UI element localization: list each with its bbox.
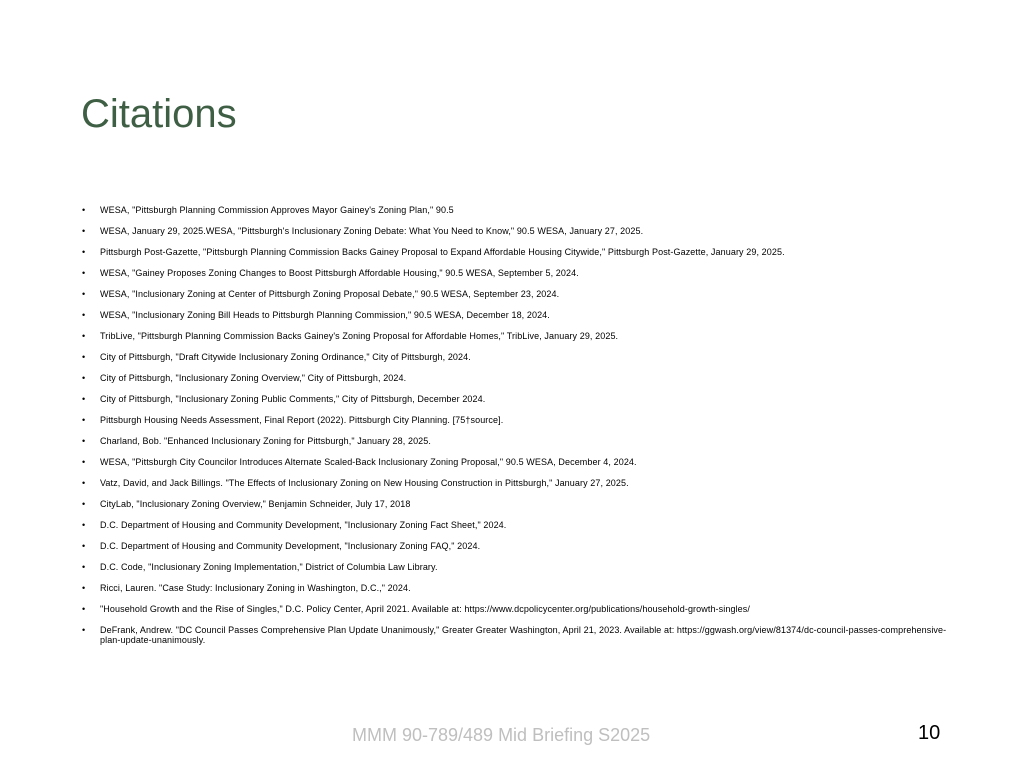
citation-text: DeFrank, Andrew. "DC Council Passes Comprehensive Plan Update Unanimously," Greater Greater Washington, April 21, 2023. Available at: https://ggwash.org/view/81374/dc-council-passes-comprehensive-plan-update-unanimously. bbox=[100, 625, 947, 645]
bullet-icon: • bbox=[82, 541, 86, 551]
citation-item bbox=[82, 394, 952, 404]
citation-text: WESA, "Inclusionary Zoning Bill Heads to Pittsburgh Planning Commission," 90.5 WESA, December 18, 2024. bbox=[100, 310, 550, 320]
citation-item bbox=[82, 541, 952, 551]
citation-text: City of Pittsburgh, "Inclusionary Zoning Public Comments," City of Pittsburgh, December 2024. bbox=[100, 394, 486, 404]
bullet-icon: • bbox=[82, 625, 86, 635]
citation-item bbox=[82, 247, 952, 257]
citation-item bbox=[82, 499, 952, 509]
citation-item bbox=[82, 562, 952, 572]
citation-text: "Household Growth and the Rise of Singles," D.C. Policy Center, April 2021. Available at: https://www.dcpolicycenter.org/publications/household-growth-singles/ bbox=[100, 604, 750, 614]
citation-item bbox=[82, 226, 952, 236]
bullet-icon: • bbox=[82, 583, 86, 593]
citation-text: CityLab, "Inclusionary Zoning Overview," Benjamin Schneider, July 17, 2018 bbox=[100, 499, 411, 509]
citation-item bbox=[82, 268, 952, 278]
citation-text: D.C. Department of Housing and Community Development, "Inclusionary Zoning Fact Sheet," 2024. bbox=[100, 520, 507, 530]
citation-item bbox=[82, 436, 952, 446]
citation-list bbox=[82, 205, 952, 656]
bullet-icon: • bbox=[82, 268, 86, 278]
citation-item bbox=[82, 205, 952, 215]
bullet-icon: • bbox=[82, 394, 86, 404]
slide-title: Citations bbox=[81, 92, 237, 136]
citation-text: D.C. Department of Housing and Community Development, "Inclusionary Zoning FAQ," 2024. bbox=[100, 541, 481, 551]
bullet-icon: • bbox=[82, 604, 86, 614]
bullet-icon: • bbox=[82, 499, 86, 509]
bullet-icon: • bbox=[82, 373, 86, 383]
citation-text: Pittsburgh Housing Needs Assessment, Final Report (2022). Pittsburgh City Planning. [75†source]. bbox=[100, 415, 504, 425]
citation-text: WESA, "Pittsburgh City Councilor Introduces Alternate Scaled-Back Inclusionary Zoning Proposal," 90.5 WESA, December 4, 2024. bbox=[100, 457, 637, 467]
citation-text: D.C. Code, "Inclusionary Zoning Implementation," District of Columbia Law Library. bbox=[100, 562, 438, 572]
citation-text: WESA, January 29, 2025.WESA, "Pittsburgh's Inclusionary Zoning Debate: What You Need to Know," 90.5 WESA, January 27, 2025. bbox=[100, 226, 644, 236]
citation-item bbox=[82, 604, 952, 614]
citation-item bbox=[82, 310, 952, 320]
citation-text: Charland, Bob. "Enhanced Inclusionary Zoning for Pittsburgh," January 28, 2025. bbox=[100, 436, 431, 446]
citation-item bbox=[82, 289, 952, 299]
citation-text: WESA, "Inclusionary Zoning at Center of Pittsburgh Zoning Proposal Debate," 90.5 WESA, September 23, 2024. bbox=[100, 289, 560, 299]
bullet-icon: • bbox=[82, 352, 86, 362]
citation-item bbox=[82, 478, 952, 488]
bullet-icon: • bbox=[82, 562, 86, 572]
bullet-icon: • bbox=[82, 205, 86, 215]
citation-item bbox=[82, 457, 952, 467]
citation-item bbox=[82, 373, 952, 383]
citation-item bbox=[82, 625, 952, 645]
citation-item bbox=[82, 520, 952, 530]
citation-text: TribLive, "Pittsburgh Planning Commission Backs Gainey's Zoning Proposal for Affordable Homes," TribLive, January 29, 2025. bbox=[100, 331, 619, 341]
citation-text: WESA, "Gainey Proposes Zoning Changes to Boost Pittsburgh Affordable Housing," 90.5 WESA, September 5, 2024. bbox=[100, 268, 579, 278]
citation-item bbox=[82, 583, 952, 593]
citation-text: WESA, "Pittsburgh Planning Commission Approves Mayor Gainey's Zoning Plan," 90.5 bbox=[100, 205, 454, 215]
bullet-icon: • bbox=[82, 331, 86, 341]
citation-text: Ricci, Lauren. "Case Study: Inclusionary Zoning in Washington, D.C.," 2024. bbox=[100, 583, 411, 593]
bullet-icon: • bbox=[82, 310, 86, 320]
bullet-icon: • bbox=[82, 226, 86, 236]
bullet-icon: • bbox=[82, 247, 86, 257]
bullet-icon: • bbox=[82, 520, 86, 530]
citation-item bbox=[82, 415, 952, 425]
citation-text: City of Pittsburgh, "Draft Citywide Inclusionary Zoning Ordinance," City of Pittsburgh, 2024. bbox=[100, 352, 471, 362]
bullet-icon: • bbox=[82, 289, 86, 299]
citation-text: City of Pittsburgh, "Inclusionary Zoning Overview," City of Pittsburgh, 2024. bbox=[100, 373, 407, 383]
page-number: 10 bbox=[918, 722, 941, 744]
citation-item bbox=[82, 331, 952, 341]
citation-text: Pittsburgh Post-Gazette, "Pittsburgh Planning Commission Backs Gainey Proposal to Expand Affordable Housing Citywide," Pittsburgh Post-Gazette, January 29, 2025. bbox=[100, 247, 785, 257]
citation-text: Vatz, David, and Jack Billings. "The Effects of Inclusionary Zoning on New Housing Construction in Pittsburgh," January 27, 2025. bbox=[100, 478, 629, 488]
slide-footer: MMM 90-789/489 Mid Briefing S2025 bbox=[352, 725, 651, 745]
bullet-icon: • bbox=[82, 436, 86, 446]
bullet-icon: • bbox=[82, 478, 86, 488]
bullet-icon: • bbox=[82, 415, 86, 425]
bullet-icon: • bbox=[82, 457, 86, 467]
citation-item bbox=[82, 352, 952, 362]
